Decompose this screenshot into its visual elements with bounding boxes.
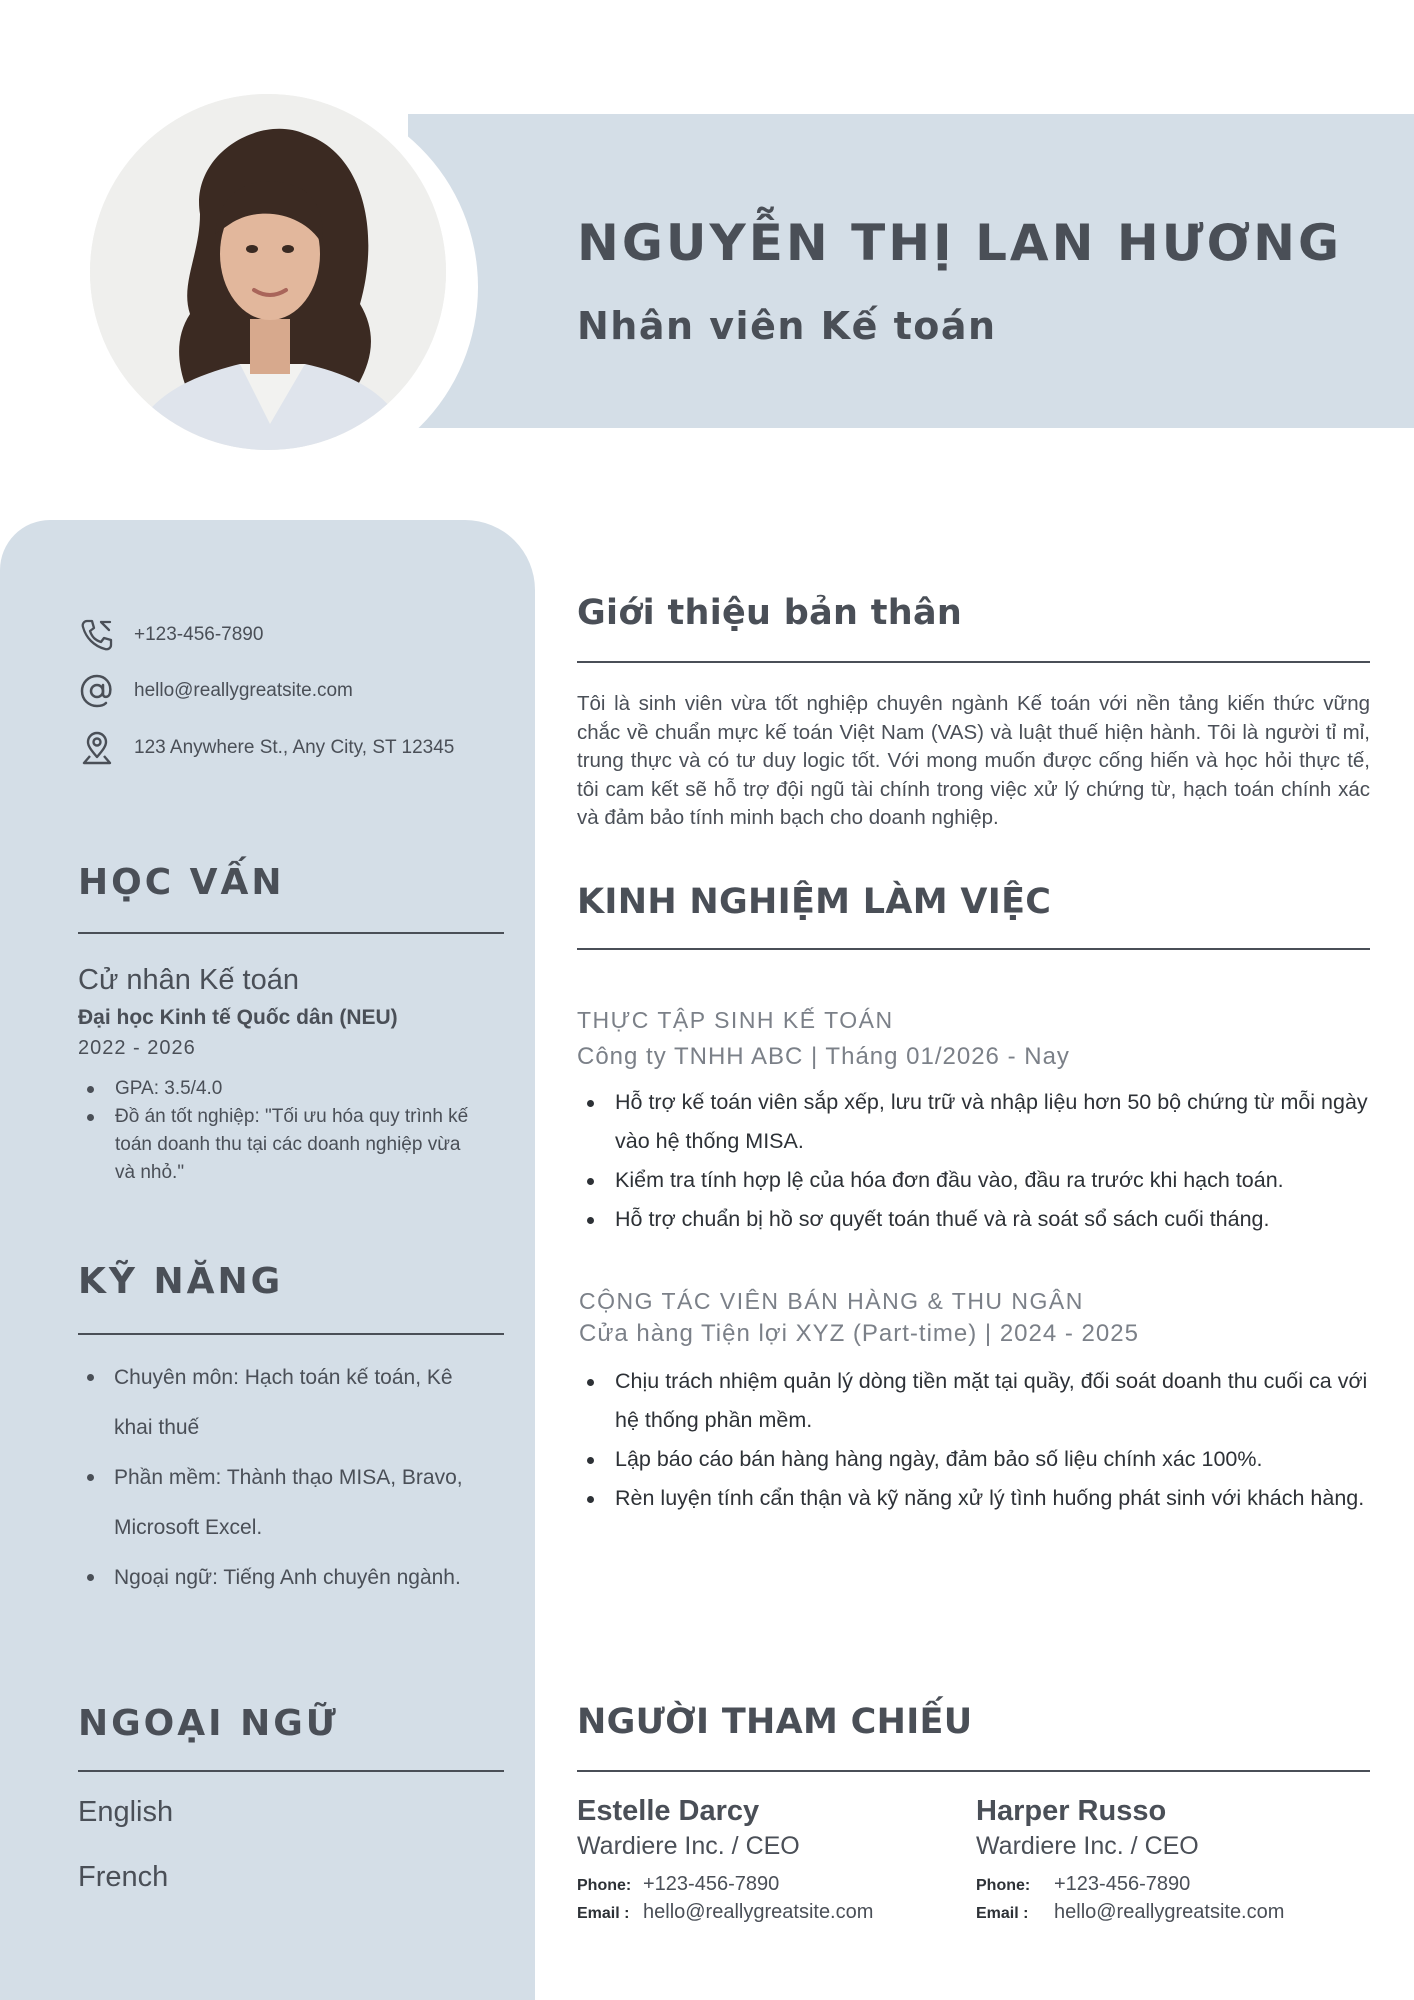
job-company: Cửa hàng Tiện lợi XYZ (Part-time) | 2024 - 2025 [579,1320,1139,1347]
languages-divider [78,1770,504,1772]
reference-card [976,1795,1356,1924]
location-pin-icon [78,729,116,767]
job-task-item: Hỗ trợ kế toán viên sắp xếp, lưu trữ và nhập liệu hơn 50 bộ chứng từ mỗi ngày vào hệ thống MISA. [577,1083,1387,1161]
reference-company: Wardiere Inc. / CEO [577,1832,800,1860]
about-text: Tôi là sinh viên vừa tốt nghiệp chuyên ngành Kế toán với nền tảng kiến thức vững chắc về chuẩn mực kế toán Việt Nam (VAS) và luật thuế hiện hành. Tôi là người tỉ mỉ, trung thực và có tư duy logic tốt. Với mong muốn được cống hiến và học hỏi thực tế, tôi cam kết sẽ hỗ trợ đội ngũ tài chính trong việc xử lý chứng từ, hạch toán chính xác và đảm bảo tính minh bạch cho doanh nghiệp. [577,692,1370,829]
reference-company: Wardiere Inc. / CEO [976,1832,1199,1860]
education-heading: HỌC VẤN [78,862,285,903]
education-details [78,1075,478,1187]
contact-email [78,672,353,710]
contact-address [78,729,454,767]
skill-item: Phần mềm: Thành thạo MISA, Bravo, Microsoft Excel. [78,1453,488,1553]
job-title: CỘNG TÁC VIÊN BÁN HÀNG & THU NGÂN [579,1288,1084,1314]
job-company: Công ty TNHH ABC | Tháng 01/2026 - Nay [577,1043,1070,1070]
education-divider [78,932,504,934]
contact-address-text: 123 Anywhere St., Any City, ST 12345 [134,737,455,758]
skill-item: Ngoại ngữ: Tiếng Anh chuyên ngành. [78,1553,488,1603]
reference-phone [577,1873,957,1896]
education-detail-item: Đồ án tốt nghiệp: "Tối ưu hóa quy trình kế toán doanh thu tại các doanh nghiệp vừa và nhỏ." [78,1103,478,1187]
at-icon [78,672,116,710]
experience-heading: KINH NGHIỆM LÀM VIỆC [577,882,1052,922]
phone-icon [78,616,116,654]
education-detail-item: GPA: 3.5/4.0 [78,1075,478,1103]
job-tasks [577,1083,1387,1239]
skills-heading: KỸ NĂNG [78,1261,284,1302]
reference-phone-value: +123-456-7890 [643,1873,780,1895]
skills-list [78,1353,488,1603]
job-title: THỰC TẬP SINH KẾ TOÁN [577,1007,894,1033]
candidate-name: NGUYỄN THỊ LAN HƯƠNG [577,214,1343,272]
skills-divider [78,1333,504,1335]
about-divider [577,661,1370,663]
reference-email [976,1901,1356,1924]
education-years: 2022 - 2026 [78,1037,196,1059]
job-tasks [577,1362,1387,1518]
job-task-item: Hỗ trợ chuẩn bị hồ sơ quyết toán thuế và rà soát sổ sách cuối tháng. [577,1200,1387,1239]
reference-email-value: hello@reallygreatsite.com [1054,1901,1285,1923]
references-heading: NGƯỜI THAM CHIẾU [577,1702,973,1742]
reference-email [577,1901,957,1924]
education-degree: Cử nhân Kế toán [78,964,299,996]
experience-divider [577,948,1370,950]
contact-phone [78,616,263,654]
reference-name: Estelle Darcy [577,1795,760,1827]
language-item: English [78,1796,174,1828]
skill-item: Chuyên môn: Hạch toán kế toán, Kê khai thuế [78,1353,488,1453]
reference-phone-label: Phone: [976,1877,1031,1894]
job-task-item: Lập báo cáo bán hàng hàng ngày, đảm bảo số liệu chính xác 100%. [577,1440,1387,1479]
reference-card [577,1795,957,1924]
language-item: French [78,1861,169,1893]
contact-phone-text: +123-456-7890 [134,624,264,645]
contact-email-text: hello@reallygreatsite.com [134,680,353,701]
job-task-item: Kiểm tra tính hợp lệ của hóa đơn đầu vào, đầu ra trước khi hạch toán. [577,1161,1387,1200]
reference-email-label: Email : [577,1905,630,1922]
education-school: Đại học Kinh tế Quốc dân (NEU) [78,1006,398,1029]
job-task-item: Rèn luyện tính cẩn thận và kỹ năng xử lý tình huống phát sinh với khách hàng. [577,1479,1387,1518]
reference-phone-label: Phone: [577,1877,632,1894]
languages-heading: NGOẠI NGỮ [78,1703,339,1744]
job-task-item: Chịu trách nhiệm quản lý dòng tiền mặt tại quầy, đối soát doanh thu cuối ca với hệ thống phần mềm. [577,1362,1387,1440]
reference-phone-value: +123-456-7890 [1054,1873,1191,1895]
candidate-job-title: Nhân viên Kế toán [577,304,997,348]
references-divider [577,1770,1370,1772]
reference-email-label: Email : [976,1905,1029,1922]
reference-phone [976,1873,1356,1896]
reference-name: Harper Russo [976,1795,1167,1827]
profile-photo-illustration [90,94,446,450]
profile-photo [90,94,446,450]
about-heading: Giới thiệu bản thân [577,593,963,633]
reference-email-value: hello@reallygreatsite.com [643,1901,874,1923]
